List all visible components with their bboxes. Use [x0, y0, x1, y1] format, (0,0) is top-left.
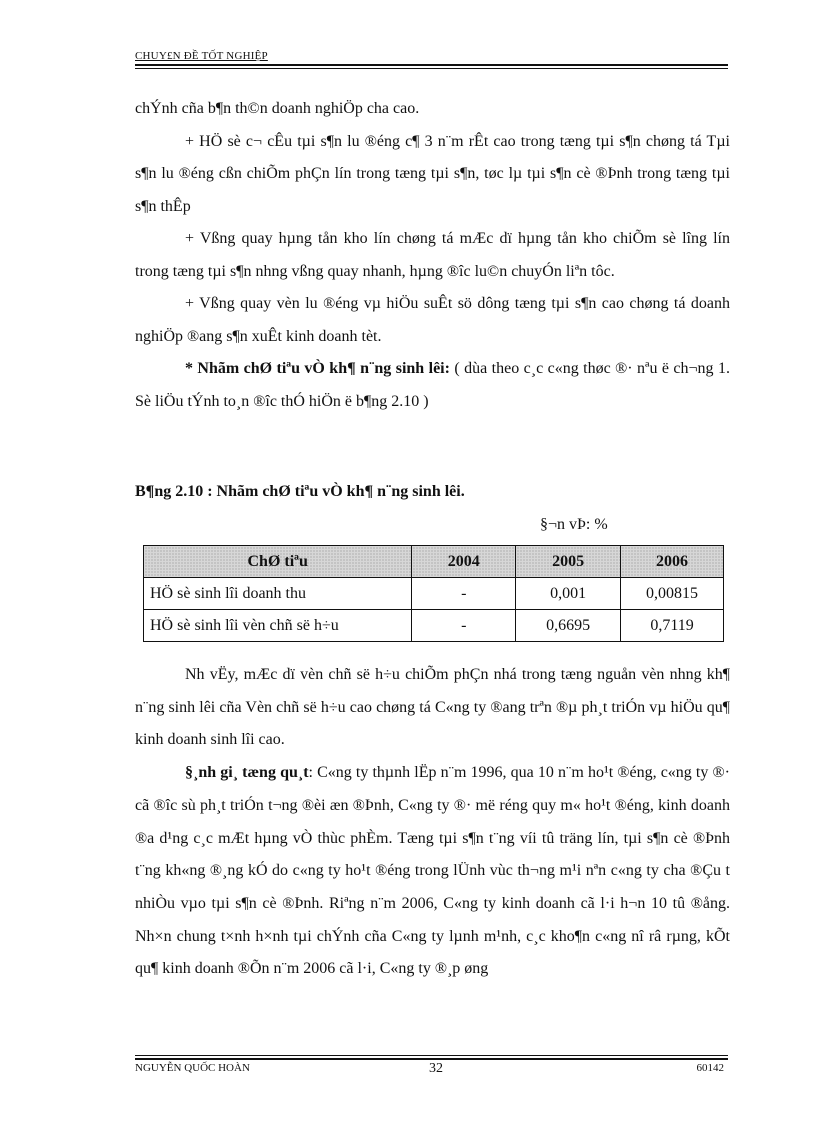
table-unit: §¬n vÞ: %	[540, 516, 608, 533]
footer-author: NGUYỄN QUỐC HOÀN	[135, 1062, 250, 1074]
table-cell: 0,7119	[621, 610, 724, 642]
table-cell: 0,00815	[621, 578, 724, 610]
paragraph: + Vßng quay hµng tån kho lín chøng tá mÆc dï hµng tån kho chiÕm sè lîng lín trong tæng tµi s¶n nhng vßng quay nhanh, hµng ®îc lu©n chuyÓn liªn tôc.	[135, 230, 730, 280]
table-cell: 0,001	[516, 578, 621, 610]
page-bottom-dotted-edge	[0, 1097, 816, 1098]
table-header-row	[144, 546, 724, 578]
footer-rule-thin	[135, 1055, 728, 1056]
table-cell: 0,6695	[516, 610, 621, 642]
table-header-cell: 2005	[516, 546, 621, 578]
paragraph	[135, 757, 730, 986]
body-text-top	[135, 93, 730, 418]
table-cell: -	[412, 578, 516, 610]
data-table	[143, 545, 724, 642]
page-header	[135, 50, 728, 62]
header-rule-thin	[135, 68, 728, 69]
header-title: CHUY£N ĐỀ TỐT NGHIỆP	[135, 50, 268, 62]
paragraph-rest: : C«ng ty thµnh lËp n¨m 1996, qua 10 n¨m ho¹t ®éng, c«ng ty ®· cã ®îc sù ph¸t triÓn t¬ng ®èi æn ®Þnh, C«ng ty ®· më réng quy m« ho¹t ®éng, kinh doanh ®a d¹ng c¸c mÆt hµng vÒ thùc phÈm. Tæng tµi s¶n t¨ng víi tû träng lín, tµi s¶n cè ®Þnh t¨ng kh«ng ®¸ng kÓ do c«ng ty ho¹t ®éng trong lÜnh vùc th¬ng m¹i nªn c«ng ty cha ®Çu t nhiÒu vµo tµi s¶n cè ®Þnh. Riªng n¨m 2006, C«ng ty kinh doanh cã l·i h¬n 10 tû ®ång. Nh×n chung t×nh h×nh tµi chÝnh cña C«ng ty lµnh m¹nh, c¸c kho¶n c«ng nî râ rµng, kÕt qu¶ kinh doanh ®Õn n¨m 2006 cã l·i, C«ng ty ®¸p øng	[135, 764, 730, 978]
table-header-cell: ChØ tiªu	[144, 546, 412, 578]
table-cell: -	[412, 610, 516, 642]
body-text-bottom	[135, 659, 730, 986]
paragraph: chÝnh cña b¶n th©n doanh nghiÖp cha cao.	[135, 100, 420, 117]
footer-rule	[135, 1058, 728, 1060]
table-row	[144, 610, 724, 642]
table-title: B¶ng 2.10 : Nhãm chØ tiªu vÒ kh¶ n¨ng sinh lêi.	[135, 483, 465, 500]
header-rule	[135, 64, 728, 66]
section-heading-bold: * Nhãm chØ tiªu vÒ kh¶ n¨ng sinh lêi:	[185, 360, 450, 377]
table-header-cell: 2004	[412, 546, 516, 578]
table-cell: HÖ sè sinh lîi vèn chñ së h÷u	[144, 610, 412, 642]
table-header-cell: 2006	[621, 546, 724, 578]
section-heading	[135, 353, 730, 418]
table-cell: HÖ sè sinh lîi doanh thu	[144, 578, 412, 610]
page-number: 32	[429, 1061, 443, 1076]
paragraph: Nh vËy, mÆc dï vèn chñ së h÷u chiÕm phÇn nhá trong tæng nguån vèn nhng kh¶ n¨ng sinh lêi cña Vèn chñ së h÷u cao chøng tá C«ng ty ®ang trªn ®µ ph¸t triÓn vµ hiÖu qu¶ kinh doanh sinh lîi cao.	[135, 666, 730, 749]
paragraph-bold-lead: §¸nh gi¸ tæng qu¸t	[185, 764, 309, 782]
footer-code: 60142	[696, 1062, 724, 1074]
paragraph: + HÖ sè c¬ cÊu tµi s¶n lu ®éng c¶ 3 n¨m rÊt cao trong tæng tµi s¶n chøng tá Tµi s¶n lu ®éng cßn chiÕm phÇn lín trong tæng tµi s¶n, tøc lµ tµi s¶n cè ®Þnh trong tæng tµi s¶n thÊp	[135, 132, 730, 215]
table-row	[144, 578, 724, 610]
section-heading-rest: ( dùa theo c¸c c«ng thøc ®· nªu ë ch¬ng 1. Sè liÖu tÝnh to¸n ®îc thÓ hiÖn ë b¶ng 2.10 )	[135, 360, 730, 410]
paragraph: + Vßng quay vèn lu ®éng vµ hiÖu suÊt sö dông tæng tµi s¶n cao chøng tá doanh nghiÖp ®ang s¶n xuÊt kinh doanh tèt.	[135, 295, 730, 345]
